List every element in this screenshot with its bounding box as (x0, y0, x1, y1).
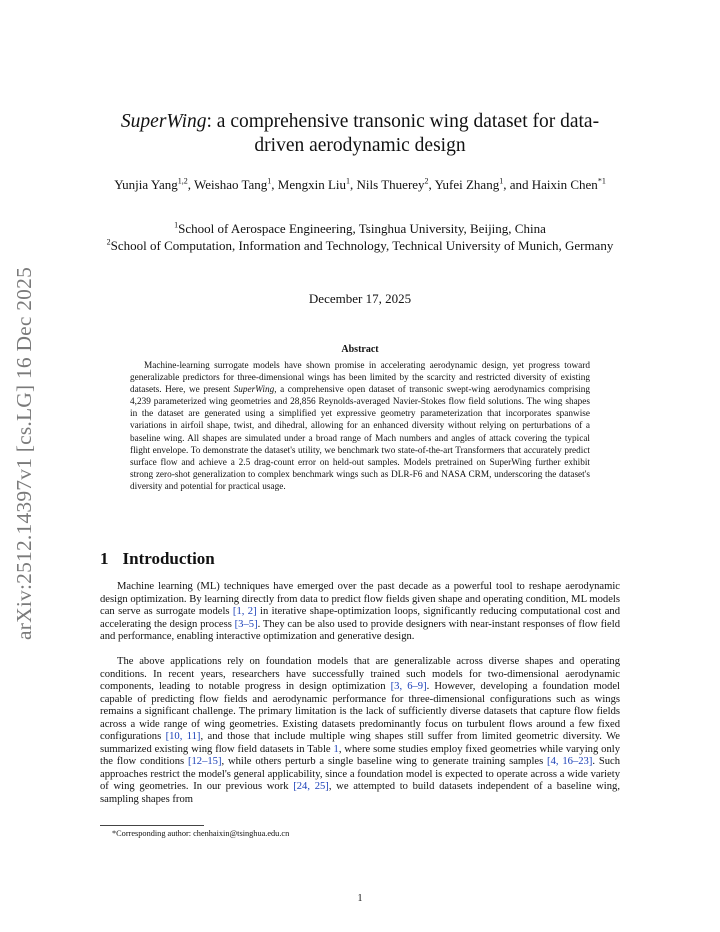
citation-link[interactable]: [3–5] (234, 618, 258, 630)
author-affiliation-mark: 1 (346, 176, 351, 186)
citation-link[interactable]: [12–15] (187, 756, 222, 767)
paragraph-text: . Such approaches restrict the model's general applicability, since a foundation model is expected to operate across a wide variety of wing geometries. In our previous work (100, 756, 621, 792)
affiliation-text: School of Aerospace Engineering, Tsinghua University, Beijing, China (178, 221, 546, 236)
author-separator: , (271, 177, 278, 192)
author-separator: , (350, 177, 357, 192)
citation-link[interactable]: [10, 11] (165, 731, 201, 742)
affiliation-mark: 1 (174, 220, 179, 230)
citation-link[interactable]: 1 (333, 743, 339, 755)
author-separator: , (428, 177, 435, 192)
footnote-rule (100, 825, 204, 826)
author-affiliation-mark: 1 (499, 176, 504, 186)
author-name: Yunjia Yang (114, 177, 178, 192)
section-number: 1 (100, 549, 109, 568)
page-number: 1 (357, 893, 363, 904)
paragraph-text: , and those that include multiple wing shapes still suffer from limited geometric diversity. We summarized existing wing flow field datasets in Table (100, 731, 620, 755)
paragraph-text: , while others perturb a single baseline wing to generate training samples (221, 756, 548, 767)
intro-paragraph-2 (100, 656, 620, 806)
abstract-heading: Abstract (341, 344, 379, 355)
abstract-text-a: Machine-learning surrogate models have shown promise in accelerating aerodynamic design, yet progress toward generalizable predictors for three-dimensional wings has been limited by the scarcity and restricted diversity of existing datasets. Here, we present (130, 361, 590, 396)
affiliation (100, 220, 620, 237)
author-affiliation-mark: 1,2 (177, 176, 188, 186)
paper-title (100, 110, 620, 158)
paragraph-text: . They can be also used to provide designers with near-instant responses of flow field and performance, enabling interactive optimization and generative design. (100, 618, 620, 642)
paragraph-text: The above applications rely on foundation models that are generalizable across diverse shapes and operating conditions. In recent years, researchers have successfully trained such models for two-dimensional aerodynamic components, leading to notable progress in design optimization (100, 656, 620, 692)
citation-link[interactable]: [24, 25] (293, 781, 329, 792)
paragraph-text: Machine learning (ML) techniques have emerged over the past decade as a powerful tool to reshape aerodynamic design optimization. By learning directly from data to predict flow fields given shape and operating condition, ML models can serve as surrogate models (100, 581, 620, 617)
citation-link[interactable]: [4, 16–23] (547, 756, 593, 767)
section-heading (100, 549, 215, 569)
author-name: Weishao Tang (194, 177, 268, 192)
section-title: Introduction (122, 549, 215, 568)
paper-date: December 17, 2025 (308, 291, 412, 306)
citation-link[interactable]: [3, 6–9] (390, 681, 427, 692)
author-affiliation-mark: 2 (424, 176, 429, 186)
author-list (100, 176, 620, 193)
paragraph-text: , we attempted to build datasets independent of a baseline wing, sampling shapes from (100, 781, 620, 805)
footnote: *Corresponding author: chenhaixin@tsinghua.edu.cn (112, 829, 290, 838)
affiliation (100, 237, 620, 254)
title-italic: SuperWing (120, 111, 207, 132)
affiliation-text: School of Computation, Information and Technology, Technical University of Munich, Germany (110, 238, 614, 253)
author-affiliation-mark: *1 (597, 176, 606, 186)
intro-paragraph-1 (100, 581, 620, 644)
abstract-body (130, 360, 590, 493)
paragraph-text: . However, developing a foundation model capable of predicting flow fields and aerodynamic performance for three-dimensional configurations such as wings remains a significant challenge. The primary limitation is the lack of sufficiently diverse datasets that capture flow fields across a wide range of wing geometries. Existing datasets predominantly focus on turbulent flows around a few fixed configurations (100, 681, 620, 742)
author-name: Nils Thuerey (356, 177, 425, 192)
author-name: Yufei Zhang (434, 177, 500, 192)
author-name: Haixin Chen (531, 177, 598, 192)
abstract-italic: SuperWing (233, 385, 275, 396)
author-affiliation-mark: 1 (267, 176, 272, 186)
paragraph-text: in iterative shape-optimization loops, significantly reducing computational cost and accelerating the design process (100, 606, 620, 630)
affiliation-list (100, 220, 620, 254)
affiliation-mark: 2 (106, 237, 111, 247)
author-separator: , and (503, 177, 532, 192)
citation-link[interactable]: [1, 2] (232, 606, 257, 617)
author-name: Mengxin Liu (277, 177, 347, 192)
author-separator: , (187, 177, 195, 192)
title-rest: : a comprehensive transonic wing dataset for data-driven aerodynamic design (206, 111, 600, 156)
paragraph-text: , where some studies employ fixed geometries while varying only the flow conditions (100, 743, 620, 767)
abstract-text-b: , a comprehensive open dataset of transonic swept-wing aerodynamics comprising 4,239 parameterized wing geometries and 28,856 Reynolds-averaged Navier-Stokes flow field solutions. The wing shapes in the dataset are generated using a simplified yet expressive geometry parameterization that incorporates spanwise variations in airfoil shape, twist, and dihedral, allowing for an enhanced diversity without relying on perturbations of a baseline wing. All shapes are simulated under a broad range of Mach numbers and angles of attack covering the typical flight envelope. To demonstrate the dataset's utility, we benchmark two state-of-the-art Transformers that accurately predict surface flow and achieve a 2.5 drag-count error on held-out samples. Models pretrained on SuperWing further exhibit strong zero-shot generalization to complex benchmark wings such as DLR-F6 and NASA CRM, underscoring the dataset's diversity and potential for practical usage. (130, 385, 591, 492)
